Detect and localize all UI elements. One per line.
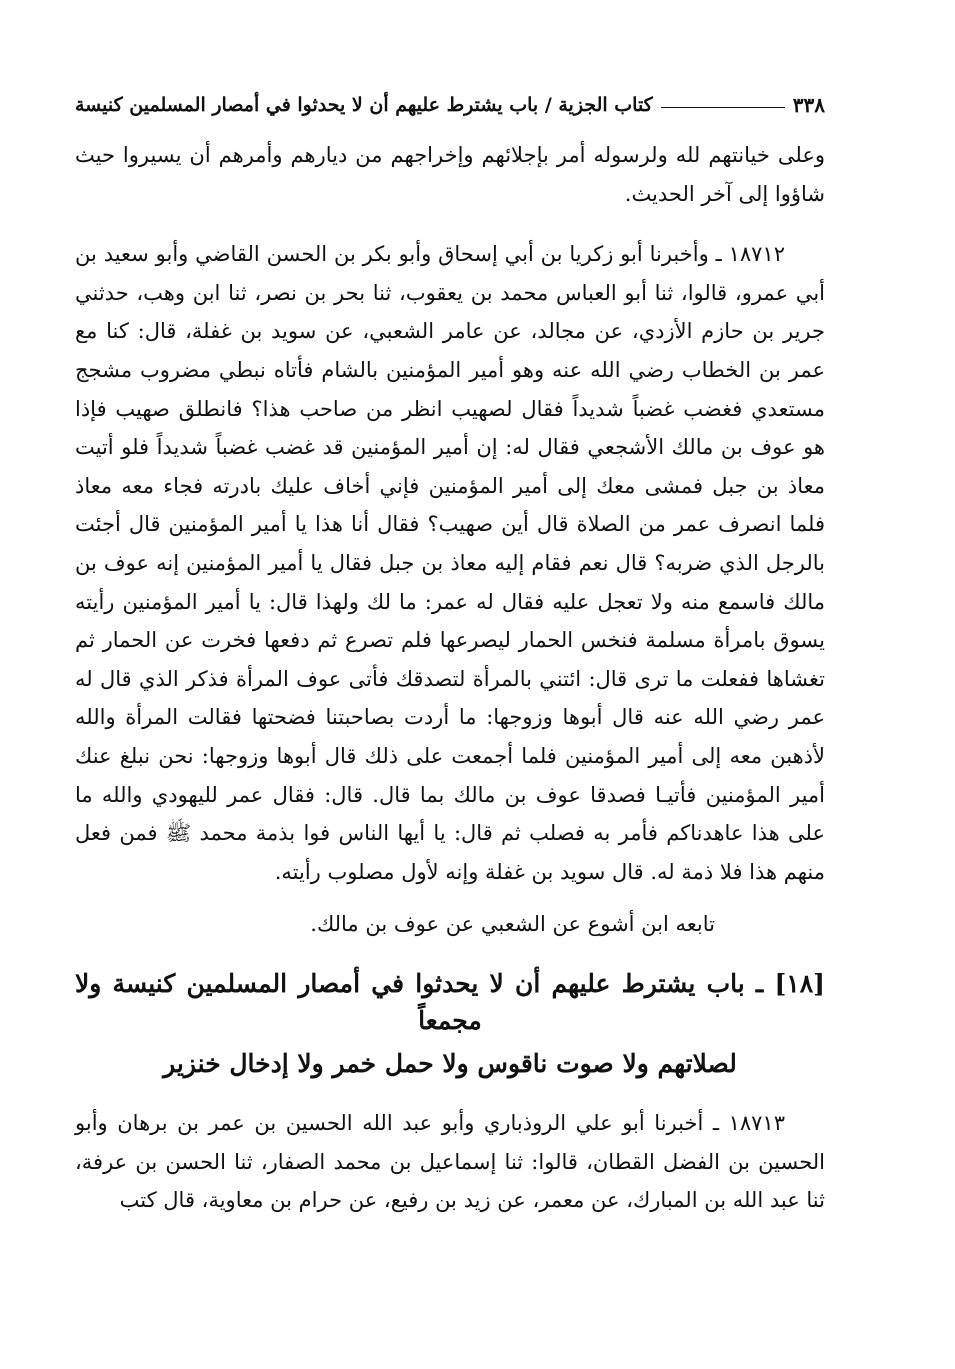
chapter-heading-line1: [١٨] ـ باب يشترط عليهم أن لا يحدثوا في أمصار المسلمين كنيسة ولا xyxy=(75,969,825,999)
follow-up-note: تابعه ابن أشوع عن الشعبي عن عوف بن مالك. xyxy=(310,912,715,937)
hadith-18713-paragraph: ١٨٧١٣ ـ أخبرنا أبو علي الروذباري وأبو عبد الله الحسين بن عمر بن برهان وأبو الحسين بن الفضل القطان، قالوا: ثنا إسماعيل بن محمد الصفار، ثنا الحسن بن عرفة، ثنا عبد الله بن المبارك، عن معمر، عن زيد بن رفيع، عن حرام بن معاوية، قال كتب xyxy=(75,1111,825,1213)
continuation-paragraph: وعلى خيانتهم لله ولرسوله أمر بإجلائهم وإخراجهم من ديارهم وأمرهم أن يسيروا حيث شاؤوا إلى آخر الحديث. xyxy=(75,143,825,206)
running-header xyxy=(75,88,825,122)
book-page xyxy=(75,88,825,1220)
chapter-heading-line3: لصلاتهم ولا صوت ناقوس ولا حمل خمر ولا إدخال خنزير xyxy=(163,1049,737,1079)
chapter-heading xyxy=(75,965,825,1082)
chapter-heading-line2: مجمعاً xyxy=(418,1006,482,1036)
hadith-18712-paragraph: ١٨٧١٢ ـ وأخبرنا أبو زكريا بن أبي إسحاق وأبو بكر بن الحسن القاضي وأبو سعيد بن أبي عمرو، قالوا، ثنا أبو العباس محمد بن يعقوب، ثنا بحر بن نصر، ثنا ابن وهب، حدثني جرير بن حازم الأزدي، عن مجالد، عن عامر الشعبي، عن سويد بن غفلة، قال: كنا مع عمر بن الخطاب رضي الله عنه وهو أمير المؤمنين بالشام فأتاه نبطي مضروب مشجج مستعدي فغضب غضباً شديداً فقال لصهيب انظر من صاحب هذا؟ فانطلق صهيب فإذا هو عوف بن مالك الأشجعي فقال له: إن أمير المؤمنين قد غضب غضباً شديداً فلو أتيت معاذ بن جبل فمشى معك إلى أمير المؤمنين فإني أخاف عليك بادرته فجاء معه معاذ فلما انصرف عمر من الصلاة قال أين صهيب؟ فقال أنا هذا يا أمير المؤمنين قال أجئت بالرجل الذي ضربه؟ قال نعم فقام إليه معاذ بن جبل فقال يا أمير المؤمنين إنه عوف بن مالك فاسمع منه ولا تعجل عليه فقال له عمر: ما لك ولهذا قال: يا أمير المؤمنين رأيته يسوق بامرأة مسلمة فنخس الحمار ليصرعها فلم تصرع ثم دفعها فخرت عن الحمار ثم تغشاها ففعلت ما ترى قال: ائتني بالمرأة لتصدقك فأتى عوف المرأة فذكر الذي قال له عمر رضي الله عنه قال أبوها وزوجها: ما أردت بصاحبتنا فضحتها فقالت المرأة والله لأذهبن معه إلى أمير المؤمنين فلما أجمعت على ذلك قال أبوها وزوجها: نحن نبلغ عنك أمير المؤمنين فأتيـا فصدقا عوف بن مالك بما قال. قال: فقال عمر لليهودي والله ما على هذا عاهدناكم فأمر به فصلب ثم قال: يا أيها الناس فوا بذمة محمد ﷺ فمن فعل منهم هذا فلا ذمة له. قال سويد بن غفلة وإنه لأول مصلوب رأيته. xyxy=(75,242,825,884)
running-title: كتاب الجزية / باب يشترط عليهم أن لا يحدثوا في أمصار المسلمين كنيسة xyxy=(75,94,653,116)
page-number: ٣٣٨ xyxy=(792,93,825,117)
header-rule xyxy=(661,107,785,108)
